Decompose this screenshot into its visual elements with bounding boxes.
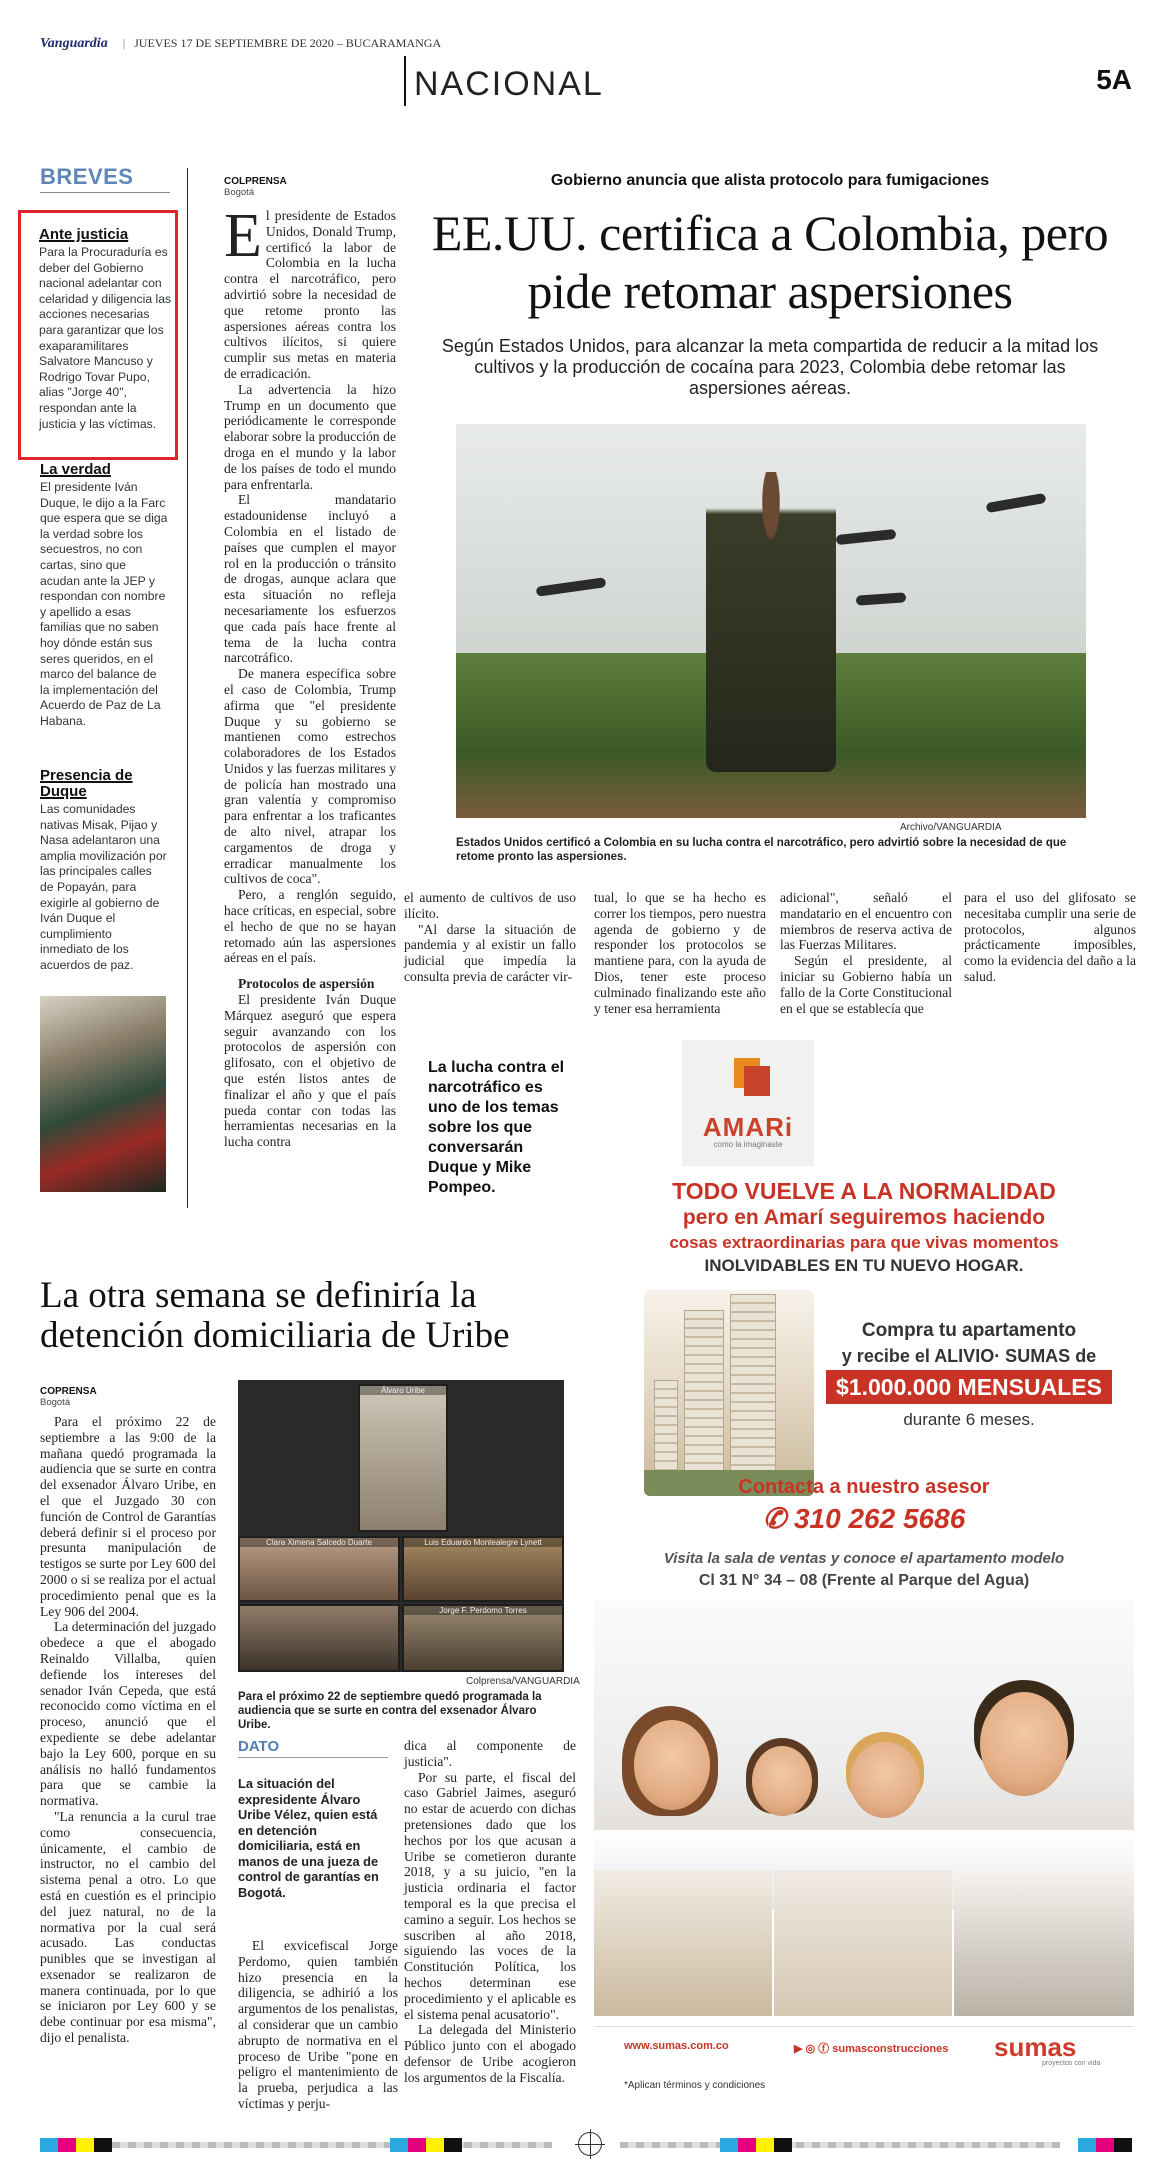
breve-presencia-duque — [40, 768, 168, 974]
ad-subheadline: pero en Amarí seguiremos haciendo — [682, 1206, 1046, 1229]
uribe-paragraph: La delegada del Ministerio Público junto con el abogado defensor de Uribe acogieron los argumentos de la Fiscalía. — [404, 2022, 576, 2085]
byline-agency: COLPRENSA — [224, 176, 287, 187]
breve-body: El presidente Iván Duque, le dijo a la Farc que espera que se diga la verdad sobre los secuestros, no con cartas, sino que acudan ante la JEP y respondan con nombre y apellido a esas familias que no saben hoy dónde están sus seres queridos, en el marco del balance de la implementación del Acuerdo de Paz de La Habana. — [40, 480, 168, 728]
byline-agency: COPRENSA — [40, 1386, 97, 1397]
sumas-tagline: proyectos con vida — [1042, 2060, 1101, 2067]
whatsapp-icon: ✆ — [762, 1503, 794, 1534]
photo-caption: Estados Unidos certificó a Colombia en su lucha contra el narcotráfico, pero advirtió sobre la necesidad de que retome pronto las aspersiones. — [456, 837, 1067, 863]
uribe-column-3 — [404, 1738, 576, 2086]
lead-photo-soldier — [456, 424, 1086, 818]
lead-paragraph: De manera específica sobre el caso de Colombia, Trump afirma que "el presidente Duque y su gobierno se mantienen como estrechos colaboradores de los Estados Unidos y las fuerzas militares y de policía han mostrado una gran valentía y compromiso para enfrentar a los traficantes de alto nivel, atrapar los cargamentos de droga y erradicar manualmente los cultivos de coca". — [224, 666, 396, 887]
photo-credit: Colprensa/VANGUARDIA — [466, 1676, 580, 1687]
lead-column-2 — [404, 890, 576, 985]
masthead: Vanguardia | JUEVES 17 DE SEPTIEMBRE DE 2020 – BUCARAMANGA — [40, 36, 442, 51]
uribe-paragraph: Por su parte, el fiscal del caso Gabriel Jaimes, aseguró no estar de acuerdo con dichas pretensiones dado que los hechos por los que acusan a Uribe se cometieron durante 2018, y a su juicio, "en la justicia ordinaria el factor temporal es la que precisa el camino a seguir. Los hechos se suscriben al año 2018, siguiendo las voces de la Constitución Política, los hechos determinan ese procedimiento y el aplicable es el sistema penal acusatorio". — [404, 1769, 576, 2022]
lead-column-4 — [780, 890, 952, 1016]
registration-crosshair-icon — [578, 2132, 602, 2156]
ad-contact: Contacta a nuestro asesor — [738, 1476, 990, 1498]
ad-address: Cl 31 N° 34 – 08 (Frente al Parque del Agua) — [698, 1572, 1030, 1589]
lead-kicker: Gobierno anuncia que alista protocolo para fumigaciones — [550, 172, 990, 189]
lead-column-3 — [594, 890, 766, 1016]
lead-subhead: Protocolos de aspersión — [238, 976, 375, 992]
advertisement-amari[interactable] — [594, 1040, 1134, 2104]
section-title: NACIONAL — [404, 56, 604, 106]
breves-title: BREVES — [40, 164, 134, 189]
uribe-column-2 — [238, 1938, 398, 2112]
dato-label: DATO — [238, 1738, 388, 1758]
dropcap: E — [224, 202, 262, 270]
edition-date: JUEVES 17 DE SEPTIEMBRE DE 2020 — [134, 36, 334, 50]
pull-quote: La lucha contra el narcotráfico es uno de los temas sobre los que conversarán Duque y Mike Pompeo. — [428, 1059, 565, 1196]
page-number: 5A — [1096, 64, 1132, 95]
edition-city: BUCARAMANGA — [345, 36, 442, 50]
breves-divider — [40, 192, 170, 193]
lead-deck: Según Estados Unidos, para alcanzar la meta compartida de reducir a la mitad los cultivos y la producción de cocaína para 2023, Colombia debe retomar las aspersiones aéreas. — [441, 336, 1099, 398]
ad-visit: Visita la sala de ventas y conoce el apartamento modelo — [663, 1550, 1065, 1567]
ad-phone[interactable] — [594, 1502, 1134, 1535]
ad-brand-tagline: como la imaginaste — [713, 1140, 783, 1149]
ad-offer: durante 6 meses. — [903, 1410, 1035, 1429]
breve-body: Las comunidades nativas Misak, Pijao y Nasa adelantaron una amplia movilización por las principales calles de Popayán, para exigirle al gobierno de Iván Duque el cumplimiento inmediato de los acuerdos de paz. — [40, 802, 167, 972]
lead-paragraph: l presidente de Estados Unidos, Donald Trump, certificó la labor de Colombia en la lucha contra el narcotráfico, pero advirtió sobre la necesidad de que retome pronto las aspersiones aéreas contra los cultivos ilícitos, si quiere cumplir sus metas en materia de erradicación. — [224, 208, 396, 381]
lead-paragraph: adicional", señaló el mandatario en el encuentro con miembros de reserva activa de las Fuerzas Militares. — [780, 890, 952, 953]
uribe-videoconference-photo — [238, 1380, 564, 1672]
uribe-paragraph: El exvicefiscal Jorge Perdomo, quien también hizo presencia en la diligencia, se adhirió a los argumentos de los penalistas, al considerar que un cambio abrupto de normativa en el proceso de Uribe "pone en peligro el mantenimiento de la prueba, perjudica a las víctimas y perju- — [238, 1938, 398, 2111]
amari-logo-icon — [718, 1058, 778, 1106]
lead-column-5 — [964, 890, 1136, 985]
lead-paragraph: Según el presidente, al iniciar su Gobierno había un fallo de la Corte Constitucional en el que se establecía que — [780, 953, 952, 1016]
social-icons: ▶ ◎ ⓕ — [794, 2043, 833, 2055]
lead-paragraph: para el uso del glifosato se necesitaba cumplir una serie de protocolos, algunos prácticamente imposibles, como la evidencia del daño a la salud. — [964, 890, 1136, 984]
ad-terms: *Aplican términos y condiciones — [624, 2080, 766, 2091]
lead-paragraph: El presidente Iván Duque Márquez aseguró que espera seguir avanzando con los protocolos de aspersión con glifosato, con el objetivo de que estén listos antes de finalizar el año y que el país pueda contar con todas las herramientas necesarias en la lucha contra — [224, 992, 396, 1150]
lead-paragraph: el aumento de cultivos de uso ilícito. — [404, 890, 576, 921]
sumas-logo: sumas — [994, 2032, 1077, 2062]
ad-offer: Compra tu apartamento — [861, 1320, 1077, 1341]
ad-phone-number[interactable]: 310 262 5686 — [793, 1503, 966, 1534]
breve-heading: Ante justicia — [39, 226, 129, 243]
ad-room-photos — [594, 1870, 1134, 2016]
breve-ante-justicia — [18, 210, 178, 460]
lead-column-1 — [224, 202, 396, 1150]
breve-body: Para la Procuraduría es deber del Gobierno nacional adelantar con celaridad y diligencia las acciones necesarias para garantizar que los exaparamilitares Salvatore Mancuso y Rodrigo Tovar Pupo, alias "Jorge 40", respondan ante la justicia y las víctimas. — [39, 245, 172, 431]
ad-social-handle[interactable]: sumasconstrucciones — [832, 2043, 949, 2055]
photo-caption: Para el próximo 22 de septiembre quedó programada la audiencia que se surte en contra del exsenador Álvaro Uribe. — [238, 1691, 542, 1731]
newspaper-logo: Vanguardia — [40, 36, 108, 51]
byline-city: Bogotá — [40, 1397, 71, 1408]
photo-credit: Archivo/VANGUARDIA — [900, 822, 1002, 833]
ad-website-link[interactable]: www.sumas.com.co — [624, 2040, 729, 2052]
lead-paragraph: La advertencia la hizo Trump en un documento que periódicamente le corresponde elaborar sobre la producción de droga en el mundo y la labor de los países de todo el mundo para enfrentarla. — [224, 381, 396, 492]
uribe-byline — [40, 1386, 97, 1408]
ad-building-image — [644, 1290, 814, 1496]
tile-label: Álvaro Uribe — [360, 1386, 446, 1395]
uribe-paragraph: dica al componente de justicia". — [404, 1738, 576, 1769]
tile-label: Clara Ximena Salcedo Duarte — [240, 1538, 398, 1547]
dato-text: La situación del expresidente Álvaro Uribe Vélez, quien está en detención domiciliaria, está en manos de una jueza de control de garantías en Bogotá. — [238, 1776, 379, 1900]
ad-family-photo — [594, 1600, 1134, 1910]
ad-text: INOLVIDABLES EN TU NUEVO HOGAR. — [704, 1256, 1024, 1275]
tile-label: Jorge F. Perdomo Torres — [404, 1606, 562, 1615]
breve-heading: La verdad — [40, 461, 111, 478]
lead-paragraph: El mandatario estadounidense incluyó a Colombia en el listado de países que cumplen el mayor rol en la producción o tránsito de drogas, aunque aclara que esta situación no refleja necesariamente los esfuerzos que cada país hace frente al tema de la lucha contra narcotráfico. — [224, 492, 396, 666]
uribe-paragraph: Para el próximo 22 de septiembre a las 9:00 de la mañana quedó programada la audiencia que se surte en contra del exsenador Álvaro Uribe, en el que el Juzgado 30 con función de Control de Garantías deberá definir si el proceso por presunta manipulación de testigos se surte por Ley 600 del 2000 o si se realiza por el actual procedimiento penal que es la Ley 906 del 2004. — [40, 1414, 216, 1619]
byline-city: Bogotá — [224, 187, 255, 198]
uribe-column-1 — [40, 1414, 216, 2046]
ad-text: cosas extraordinarias para que vivas momentos — [669, 1233, 1059, 1252]
ad-amount-badge: $1.000.000 MENSUALES — [826, 1370, 1112, 1404]
lead-headline: EE.UU. certifica a Colombia, pero pide retomar aspersiones — [431, 205, 1109, 319]
uribe-headline: La otra semana se definiría la detención domiciliaria de Uribe — [40, 1275, 510, 1356]
breve-heading: Presencia de Duque — [40, 767, 133, 800]
lead-byline — [224, 176, 287, 198]
ad-headline: TODO VUELVE A LA NORMALIDAD — [672, 1178, 1056, 1204]
breves-photo — [40, 996, 166, 1192]
ad-social-links[interactable] — [794, 2040, 948, 2056]
uribe-paragraph: "La renuncia a la curul trae como consecuencia, únicamente, el cambio de instructor, no el cambio del sistema penal a otro. Lo que está en cuestión es el principio del juez natural, no de la normativa por la cual será acusado. Las conductas punibles que se investigan al exsenador se realizaron de manera continuada, por lo que se iniciaron por Ley 600 y se debe continuar por esa misma", dijo el penalista. — [40, 1808, 216, 2046]
uribe-paragraph: La determinación del juzgado obedece a que el abogado Reinaldo Villalba, quien defiende los intereses del senador Iván Cepeda, que está reconocido como víctima en el proceso, anunció que el expediente se debe adelantar bajo la Ley 600, porque en su análisis no halló fundamentos para que se cambie la normativa. — [40, 1619, 216, 1809]
lead-paragraph: "Al darse la situación de pandemia y al existir un fallo judicial que impedía la consulta previa de carácter vir- — [404, 921, 576, 984]
ad-brand: AMARi — [702, 1112, 794, 1142]
breve-la-verdad — [40, 462, 168, 730]
tile-label: Luis Eduardo Montealegre Lynett — [404, 1538, 562, 1547]
lead-paragraph: tual, lo que se ha hecho es correr los tiempos, pero nuestra agenda de gobierno y de responder los protocolos se mantiene para, con la ayuda de Dios, tener este proceso culminado finalizando este año y tener esa herramienta — [594, 890, 766, 1016]
ad-offer: y recibe el ALIVIO· SUMAS de — [841, 1346, 1097, 1366]
lead-paragraph: Pero, a renglón seguido, hace críticas, en especial, sobre el hecho de que no se hayan retomado aún las aspersiones aéreas en el país. — [224, 887, 396, 966]
